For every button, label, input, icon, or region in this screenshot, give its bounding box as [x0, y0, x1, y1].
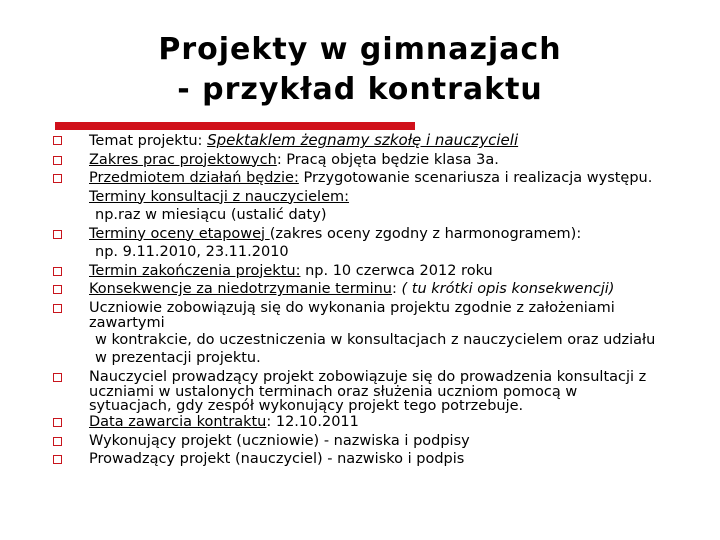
- date-label: Data zawarcia kontraktu: [89, 414, 267, 430]
- list-item-date: [48, 413, 716, 432]
- consultation-label: Terminy konsultacji z nauczycielem:: [89, 188, 350, 205]
- square-bullet-icon: [53, 267, 62, 276]
- performers-text: Wykonujący projekt (uczniowie) - nazwiska i podpisy: [89, 432, 470, 449]
- title-line-2: - przykład kontraktu: [177, 72, 543, 107]
- teacher-line-2: uczniami w ustalonych terminach oraz służenia uczniom pomocą w: [89, 384, 578, 400]
- square-bullet-icon: [53, 373, 62, 382]
- students-line-4: w prezentacji projektu.: [95, 350, 261, 366]
- square-bullet-icon: [53, 174, 62, 183]
- square-bullet-icon: [53, 437, 62, 446]
- assessment-dates: np. 9.11.2010, 23.11.2010: [95, 244, 289, 260]
- deadline-value: np. 10 czerwca 2012 roku: [300, 262, 493, 279]
- topic-value: Spektaklem żegnamy szkołę i nauczycieli: [207, 131, 519, 149]
- list-item-subject: [48, 169, 716, 225]
- list-item-supervisor: [48, 450, 716, 469]
- square-bullet-icon: [53, 418, 62, 427]
- list-item-consequences: [48, 280, 716, 299]
- consequences-sep: :: [392, 281, 402, 297]
- list-item-teacher: [48, 368, 716, 414]
- square-bullet-icon: [53, 304, 62, 313]
- deadline-label: Termin zakończenia projektu:: [89, 262, 301, 279]
- assessment-value: (zakres oceny zgodny z harmonogramem):: [269, 225, 582, 242]
- square-bullet-icon: [53, 285, 62, 294]
- topic-label: Temat projektu:: [89, 133, 203, 149]
- list-item-scope: [48, 151, 716, 170]
- square-bullet-icon: [53, 156, 62, 165]
- contract-list: [48, 131, 716, 469]
- list-item-topic: [48, 131, 716, 151]
- slide-title: [0, 30, 720, 110]
- supervisor-text: Prowadzący projekt (nauczyciel) - nazwisko i podpis: [89, 451, 465, 467]
- teacher-line-1: Nauczyciel prowadzący projekt zobowiązuje się do prowadzenia konsultacji z: [89, 368, 647, 385]
- students-line-3: w kontrakcie, do uczestniczenia w konsultacjach z nauczycielem oraz udziału: [95, 331, 656, 348]
- subject-label: Przedmiotem działań będzie:: [89, 170, 299, 186]
- date-value: : 12.10.2011: [266, 414, 359, 430]
- list-item-performers: [48, 432, 716, 451]
- accent-bar: [55, 122, 415, 130]
- scope-value: : Pracą objęta będzie klasa 3a.: [276, 151, 499, 168]
- square-bullet-icon: [53, 230, 62, 239]
- square-bullet-icon: [53, 455, 62, 464]
- square-bullet-icon: [53, 136, 62, 145]
- scope-label: Zakres prac projektowych: [89, 151, 277, 168]
- list-item-deadline: [48, 262, 716, 281]
- list-item-students: [48, 299, 716, 368]
- consequences-label: Konsekwencje za niedotrzymanie terminu: [89, 281, 392, 297]
- students-line-1: Uczniowie zobowiązują się do wykonania projektu zgodnie z założeniami: [89, 299, 615, 316]
- list-item-assessment: [48, 225, 716, 262]
- consequences-note: ( tu krótki opis konsekwencji): [401, 281, 615, 297]
- assessment-label: Terminy oceny etapowej: [89, 225, 270, 242]
- consultation-value: np.raz w miesiącu (ustalić daty): [95, 207, 327, 223]
- teacher-line-3: sytuacjach, gdy zespół wykonujący projekt tego potrzebuje.: [89, 397, 524, 414]
- students-line-2: zawartymi: [89, 315, 165, 331]
- title-line-1: Projekty w gimnazjach: [158, 32, 562, 67]
- subject-value: Przygotowanie scenariusza i realizacja występu.: [298, 170, 653, 186]
